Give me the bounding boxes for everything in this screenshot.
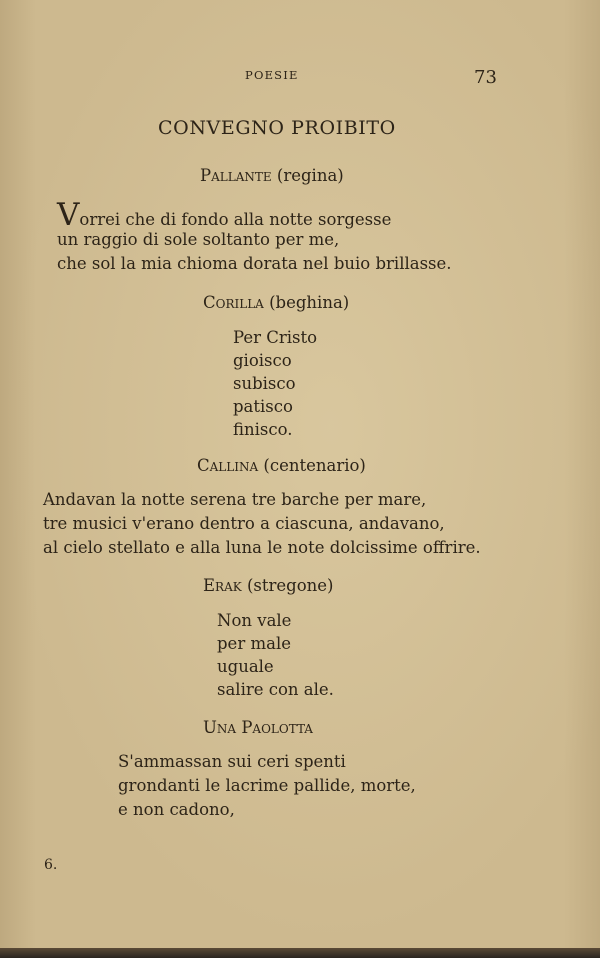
- poem-title: CONVEGNO PROIBITO: [158, 117, 396, 139]
- verse-line: [57, 197, 392, 233]
- verse-line: Non vale: [217, 611, 292, 630]
- speaker-name: Callina: [197, 456, 259, 475]
- speaker-name: Erak: [203, 576, 242, 595]
- verse-line: Per Cristo: [233, 328, 318, 347]
- signature-mark: 6.: [44, 857, 58, 873]
- verse-line: tre musici v'erano dentro a ciascuna, andavano,: [43, 514, 445, 533]
- verse-line: uguale: [217, 657, 274, 676]
- speaker-heading: [203, 718, 313, 737]
- verse-line: S'ammassan sui ceri spenti: [118, 752, 346, 771]
- drop-cap: V: [57, 197, 80, 233]
- speaker-role: (stregone): [246, 576, 334, 595]
- verse-text: orrei che di fondo alla notte sorgesse: [79, 210, 392, 229]
- speaker-name: Una Paolotta: [203, 718, 313, 737]
- speaker-heading: [197, 456, 366, 475]
- page-bottom-edge: [0, 948, 600, 958]
- speaker-role: (beghina): [269, 293, 350, 312]
- speaker-heading: [200, 166, 344, 185]
- verse-line: gioisco: [233, 351, 292, 370]
- verse-line: subisco: [233, 374, 296, 393]
- speaker-heading: [203, 293, 349, 312]
- speaker-name: Corilla: [203, 293, 264, 312]
- speaker-heading: [203, 576, 333, 595]
- running-title: POESIE: [245, 68, 299, 82]
- verse-line: Andavan la notte serena tre barche per mare,: [43, 490, 427, 509]
- verse-line: al cielo stellato e alla luna le note dolcissime offrire.: [43, 538, 481, 557]
- verse-line: grondanti le lacrime pallide, morte,: [118, 776, 416, 795]
- speaker-name: Pallante: [200, 166, 272, 185]
- verse-line: patisco: [233, 397, 293, 416]
- verse-line: e non cadono,: [118, 800, 235, 819]
- speaker-role: (centenario): [263, 456, 366, 475]
- verse-line: salire con ale.: [217, 680, 334, 699]
- verse-line: un raggio di sole soltanto per me,: [57, 230, 340, 249]
- verse-line: che sol la mia chioma dorata nel buio brillasse.: [57, 254, 452, 273]
- verse-line: finisco.: [233, 420, 293, 439]
- page-number: 73: [474, 67, 497, 88]
- verse-line: per male: [217, 634, 291, 653]
- speaker-role: (regina): [276, 166, 344, 185]
